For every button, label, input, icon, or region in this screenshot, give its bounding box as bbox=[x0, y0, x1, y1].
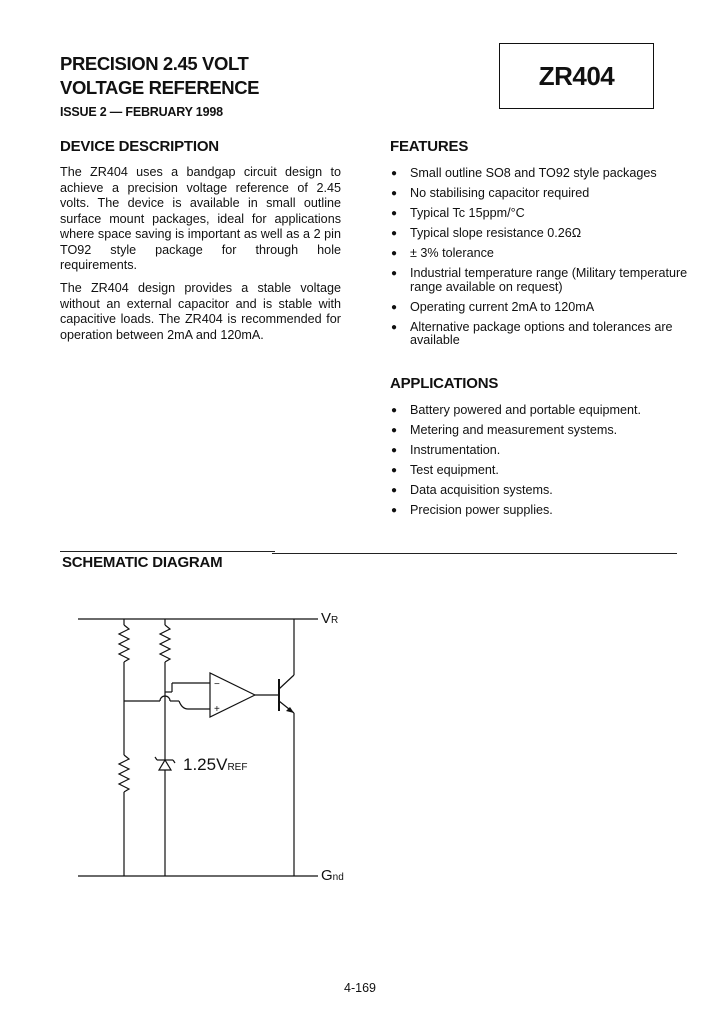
bullet-icon: ● bbox=[391, 485, 398, 496]
resistor-icon bbox=[119, 625, 129, 662]
feature-text: Industrial temperature range (Military temperature range available on request) bbox=[410, 266, 688, 294]
bullet-icon: ● bbox=[391, 188, 398, 199]
bullet-icon: ● bbox=[391, 405, 398, 416]
list-item bbox=[390, 301, 690, 315]
bullet-icon: ● bbox=[391, 168, 398, 179]
application-text: Instrumentation. bbox=[410, 443, 501, 457]
schematic-heading: SCHEMATIC DIAGRAM bbox=[62, 554, 223, 571]
section-divider-left bbox=[60, 551, 275, 552]
transistor-icon bbox=[279, 675, 294, 689]
list-item bbox=[390, 267, 690, 294]
description-paragraph-1: The ZR404 uses a bandgap circuit design to achieve a precision voltage reference of 2.45 volts. The device is available in small outline surface mount packages, ideal for applications where space saving is important as well as a 2 pin TO92 style package for through hole requirements. bbox=[60, 165, 341, 272]
resistor-icon bbox=[119, 755, 129, 792]
device-description-heading: DEVICE DESCRIPTION bbox=[60, 138, 219, 155]
features-list bbox=[390, 167, 690, 354]
feature-text: Typical slope resistance 0.26Ω bbox=[410, 226, 582, 240]
list-item bbox=[390, 167, 690, 181]
zener-diode-icon bbox=[155, 757, 175, 770]
part-number: ZR404 bbox=[538, 60, 615, 91]
document-title bbox=[60, 52, 259, 100]
feature-text: Alternative package options and tolerances are available bbox=[410, 319, 673, 347]
section-divider-right bbox=[272, 553, 677, 554]
list-item bbox=[390, 207, 690, 221]
vr-subscript: R bbox=[331, 615, 339, 626]
resistor-icon bbox=[160, 625, 170, 662]
feature-text: No stabilising capacitor required bbox=[410, 186, 590, 200]
list-item bbox=[390, 484, 690, 498]
schematic-diagram bbox=[0, 595, 720, 895]
vr-label bbox=[321, 610, 338, 627]
list-item bbox=[390, 404, 690, 418]
list-item bbox=[390, 227, 690, 241]
reference-voltage-label bbox=[183, 755, 247, 774]
gnd-subscript: nd bbox=[332, 872, 344, 883]
application-text: Precision power supplies. bbox=[410, 503, 553, 517]
wire bbox=[179, 701, 210, 709]
title-line-2: VOLTAGE REFERENCE bbox=[60, 77, 260, 98]
application-text: Data acquisition systems. bbox=[410, 483, 553, 497]
bullet-icon: ● bbox=[391, 268, 398, 279]
applications-heading: APPLICATIONS bbox=[390, 375, 499, 392]
ref-subscript: REF bbox=[227, 762, 248, 773]
list-item bbox=[390, 321, 690, 348]
list-item bbox=[390, 424, 690, 438]
page-number: 4-169 bbox=[344, 981, 376, 995]
title-line-1: PRECISION 2.45 VOLT bbox=[60, 53, 249, 74]
feature-text: Small outline SO8 and TO92 style packages bbox=[410, 166, 657, 180]
bullet-icon: ● bbox=[391, 208, 398, 219]
list-item bbox=[390, 444, 690, 458]
description-paragraph-2: The ZR404 design provides a stable voltage without an external capacitor and is stable with capacitive loads. The ZR404 is recommended for operation between 2mA and 120mA. bbox=[60, 281, 341, 342]
ref-main: 1.25V bbox=[183, 755, 228, 774]
application-text: Battery powered and portable equipment. bbox=[410, 403, 642, 417]
bullet-icon: ● bbox=[391, 228, 398, 239]
feature-text: Typical Tc 15ppm/°C bbox=[410, 206, 525, 220]
list-item bbox=[390, 187, 690, 201]
bullet-icon: ● bbox=[391, 505, 398, 516]
vr-main: V bbox=[321, 610, 332, 627]
bullet-icon: ● bbox=[391, 321, 398, 333]
list-item bbox=[390, 247, 690, 261]
feature-text: ± 3% tolerance bbox=[410, 246, 494, 260]
list-item bbox=[390, 504, 690, 518]
bullet-icon: ● bbox=[391, 445, 398, 456]
list-item bbox=[390, 464, 690, 478]
gnd-label bbox=[321, 867, 344, 884]
opamp-plus-label: + bbox=[214, 704, 220, 715]
features-heading: FEATURES bbox=[390, 138, 469, 155]
bullet-icon: ● bbox=[391, 248, 398, 259]
bullet-icon: ● bbox=[391, 425, 398, 436]
gnd-main: G bbox=[321, 867, 333, 884]
bullet-icon: ● bbox=[391, 465, 398, 476]
application-text: Test equipment. bbox=[410, 463, 499, 477]
issue-date: ISSUE 2 — FEBRUARY 1998 bbox=[60, 105, 223, 119]
bullet-icon: ● bbox=[391, 301, 398, 313]
application-text: Metering and measurement systems. bbox=[410, 423, 618, 437]
applications-list bbox=[390, 404, 690, 524]
feature-text: Operating current 2mA to 120mA bbox=[410, 299, 595, 314]
opamp-minus-label: − bbox=[214, 679, 220, 690]
